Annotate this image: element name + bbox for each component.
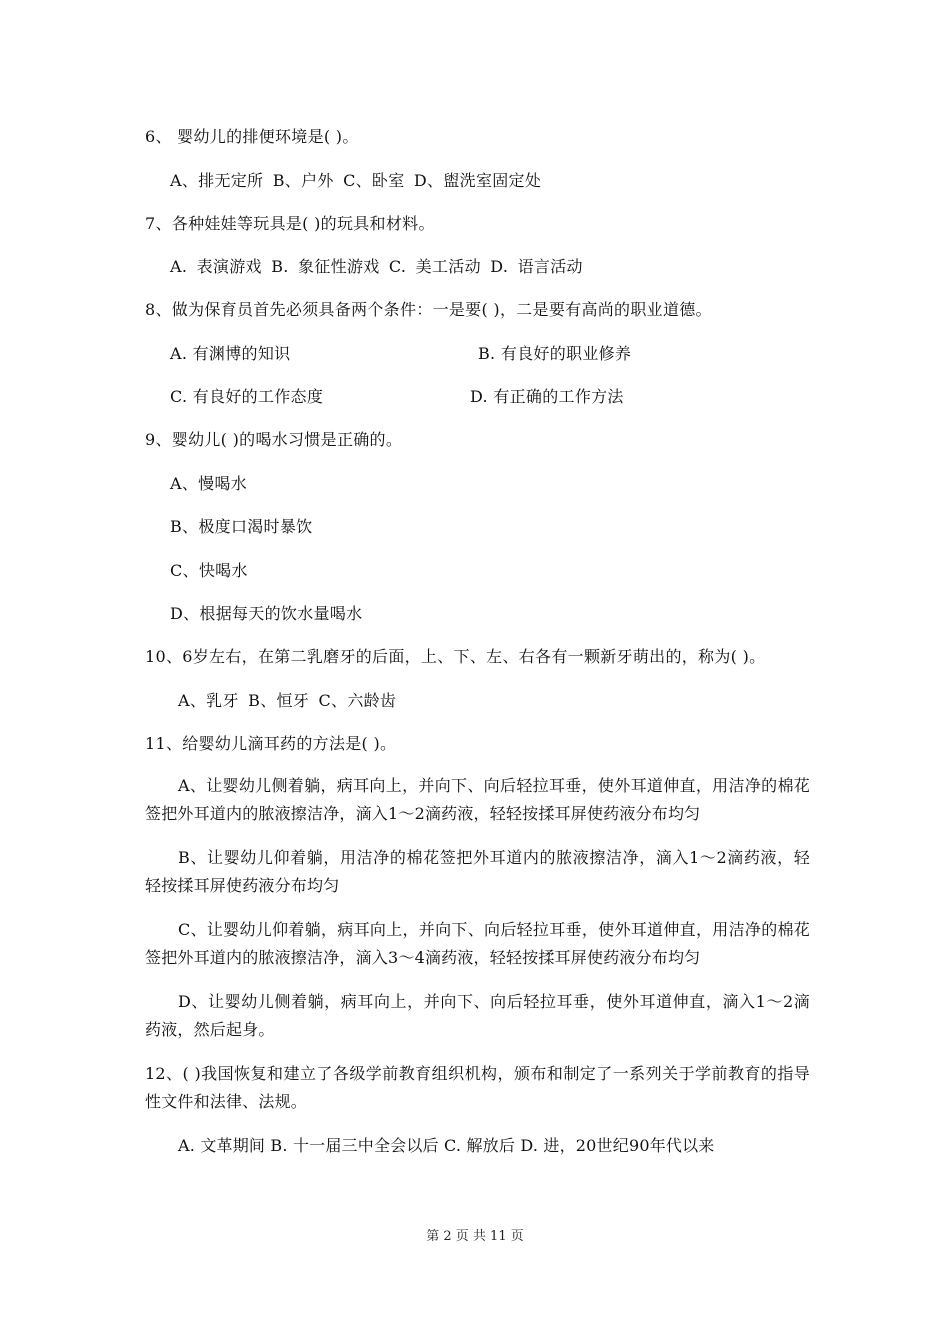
question-11-option-b: B、让婴幼儿仰着躺，用洁净的棉花签把外耳道内的脓液擦洁净，滴入1～2滴药液，轻轻按揉耳屏使药液分布均匀 xyxy=(145,848,810,895)
question-6-stem: 6、 婴幼儿的排便环境是( )。 xyxy=(145,127,359,146)
question-9-stem: 9、婴幼儿( )的喝水习惯是正确的。 xyxy=(145,430,403,449)
question-12-options: A. 文革期间 B. 十一届三中全会以后 C. 解放后 D. 进，20世纪90年代以来 xyxy=(178,1136,715,1155)
question-8-option-a: A. 有渊博的知识 xyxy=(170,344,291,363)
question-9-option-c: C、快喝水 xyxy=(170,561,248,580)
question-9-option-d: D、根据每天的饮水量喝水 xyxy=(170,604,363,623)
question-11-option-d: D、让婴幼儿侧着躺，病耳向上，并向下、向后轻拉耳垂，使外耳道伸直，滴入1～2滴药液，然后起身。 xyxy=(145,992,810,1039)
question-11-stem: 11、给婴幼儿滴耳药的方法是( )。 xyxy=(145,734,397,753)
question-12-stem: 12、( )我国恢复和建立了各级学前教育组织机构，颁布和制定了一系列关于学前教育的指导性文件和法律、法规。 xyxy=(145,1064,810,1111)
question-8-option-b: B. 有良好的职业修养 xyxy=(478,344,632,363)
question-9-option-a: A、慢喝水 xyxy=(170,474,248,493)
question-8-option-c: C. 有良好的工作态度 xyxy=(170,387,324,406)
question-10-stem: 10、6岁左右，在第二乳磨牙的后面，上、下、左、右各有一颗新牙萌出的，称为( )。 xyxy=(145,647,766,666)
question-10-options: A、乳牙 B、恒牙 C、六龄齿 xyxy=(178,691,397,710)
question-11-option-a: A、让婴幼儿侧着躺，病耳向上，并向下、向后轻拉耳垂，使外耳道伸直，用洁净的棉花签把外耳道内的脓液擦洁净，滴入1～2滴药液，轻轻按揉耳屏使药液分布均匀 xyxy=(145,776,810,823)
page-footer: 第 2 页 共 11 页 xyxy=(426,1229,524,1244)
question-9-option-b: B、极度口渴时暴饮 xyxy=(170,517,313,536)
question-11-option-c: C、让婴幼儿仰着躺，病耳向上，并向下、向后轻拉耳垂，使外耳道伸直，用洁净的棉花签把外耳道内的脓液擦洁净，滴入3～4滴药液，轻轻按揉耳屏使药液分布均匀 xyxy=(145,920,810,967)
question-7-options: A. 表演游戏 B. 象征性游戏 C. 美工活动 D. 语言活动 xyxy=(170,257,583,276)
question-6-options: A、排无定所 B、户外 C、卧室 D、盥洗室固定处 xyxy=(170,171,542,190)
question-8-option-d: D. 有正确的工作方法 xyxy=(470,387,624,406)
question-7-stem: 7、各种娃娃等玩具是( )的玩具和材料。 xyxy=(145,214,435,233)
question-8-stem: 8、做为保育员首先必须具备两个条件：一是要( )，二是要有高尚的职业道德。 xyxy=(145,300,712,319)
